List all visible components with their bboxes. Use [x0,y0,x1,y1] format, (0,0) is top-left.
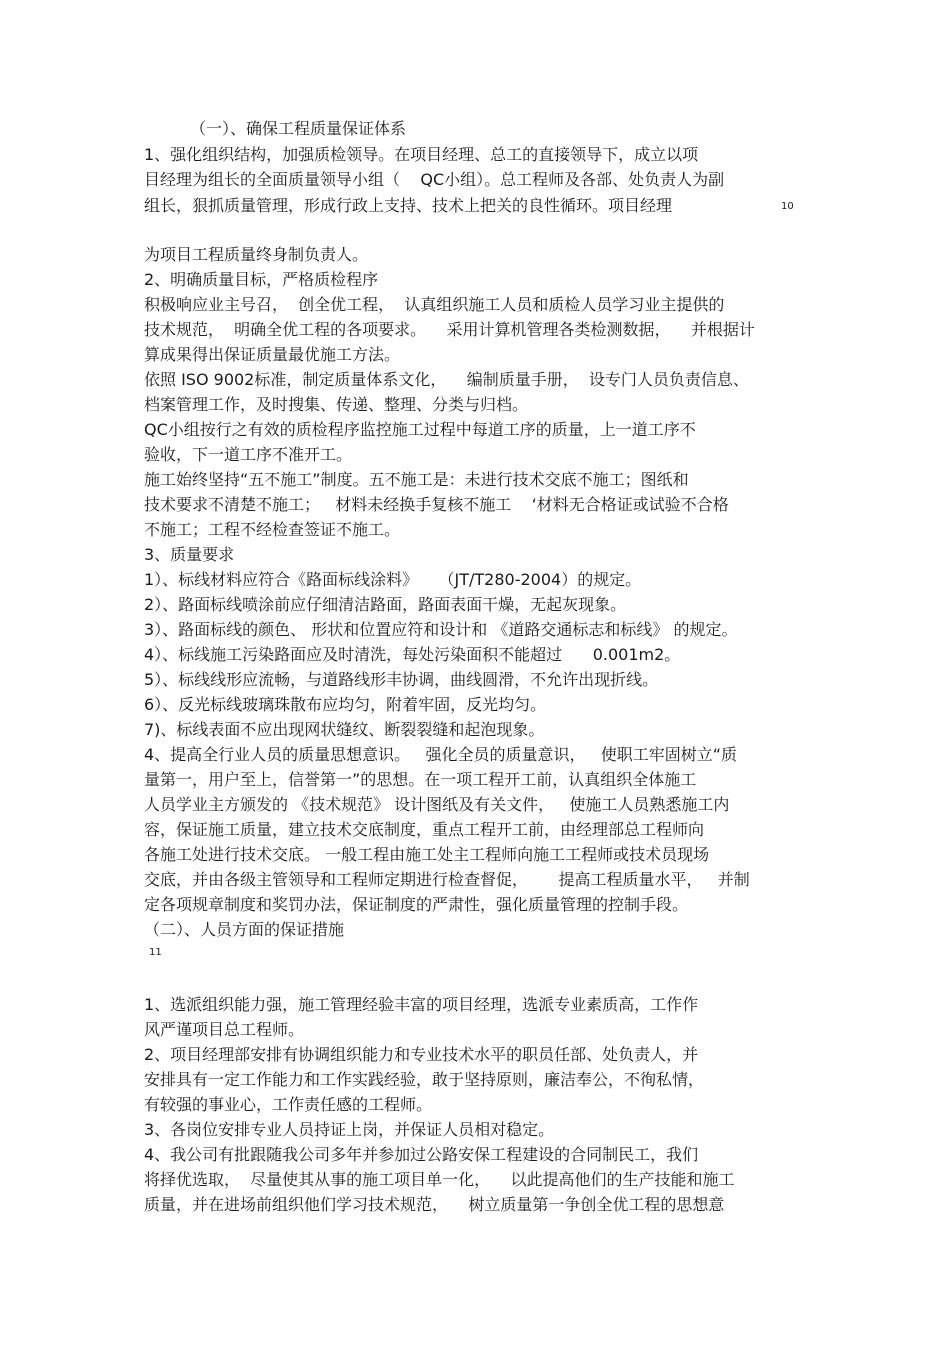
paragraph-line: 档案管理工作，及时搜集、传递、整理、分类与归档。 [144,395,529,414]
paragraph-line: 验收，下一道工序不准开工。 [144,445,353,464]
paragraph-line: 目经理为组长的全面质量领导小组（ QC小组）。总工程师及各部、处负责人为副 [144,170,725,189]
paragraph-line: 有较强的事业心，工作责任感的工程师。 [144,1095,433,1114]
section-heading-personnel: （二）、人员方面的保证措施 [144,920,345,939]
paragraph-line: 算成果得出保证质量最优施工方法。 [144,345,401,364]
paragraph-line: 各施工处进行技术交底。 一般工程由施工处主工程师向施工工程师或技术员现场 [144,845,710,864]
paragraph-line: 1、选派组织能力强，施工管理经验丰富的项目经理，选派专业素质高，工作作 [144,995,699,1014]
paragraph-line: 积极响应业主号召， 创全优工程， 认真组织施工人员和质检人员学习业主提供的 [144,295,725,314]
paragraph-line: 交底，并由各级主管领导和工程师定期进行检查督促， 提高工程质量水平， 并制 [144,870,750,889]
paragraph-line: 4、我公司有批跟随我公司多年并参加过公路安保工程建设的合同制民工，我们 [144,1145,699,1164]
paragraph-line: 组长，狠抓质量管理，形成行政上支持、技术上把关的良性循环。项目经理 [144,196,673,215]
subheading-line: 3、质量要求 [144,545,235,564]
paragraph-line: 技术规范， 明确全优工程的各项要求。 采用计算机管理各类检测数据， 并根据计 [144,320,755,339]
list-item: 6）、反光标线玻璃珠散布应均匀，附着牢固，反光均匀。 [144,695,547,714]
list-item: 7)、标线表面不应出现网状缝纹、断裂裂缝和起泡现象。 [144,720,545,739]
paragraph-line: 3、各岗位安排专业人员持证上岗，并保证人员相对稳定。 [144,1120,555,1139]
paragraph-line: 2、项目经理部安排有协调组织能力和专业技术水平的职员任部、处负责人，并 [144,1045,699,1064]
paragraph-line: 安排具有一定工作能力和工作实践经验，敢于坚持原则，廉洁奉公，不徇私情， [144,1070,705,1089]
paragraph-line: 不施工；工程不经检查签证不施工。 [144,520,401,539]
paragraph-line: 定各项规章制度和奖罚办法，保证制度的严肃性，强化质量管理的控制手段。 [144,895,689,914]
list-item: 1）、标线材料应符合《路面标线涂料》 （JT/T280-2004）的规定。 [144,570,642,589]
list-item: 3）、路面标线的颜色、 形状和位置应符和设计和 《道路交通标志和标线》 的规定。 [144,620,738,639]
paragraph-line: 风严谨项目总工程师。 [144,1020,305,1039]
list-item: 2）、路面标线喷涂前应仔细清洁路面，路面表面干燥，无起灰现象。 [144,595,627,614]
paragraph-line: QC小组按行之有效的质检程序监控施工过程中每道工序的质量，上一道工序不 [144,420,696,439]
list-item: 4）、标线施工污染路面应及时清洗，每处污染面积不能超过 0.001m2。 [144,645,681,664]
paragraph-line: 容，保证施工质量，建立技术交底制度，重点工程开工前，由经理部总工程师向 [144,820,705,839]
paragraph-line: 技术要求不清楚不施工； 材料未经换手复核不施工 ‘材料无合格证或试验不合格 [144,495,729,514]
paragraph-line: 1、强化组织结构，加强质检领导。在项目经理、总工的直接领导下，成立以项 [144,145,699,164]
paragraph-line: 质量，并在进场前组织他们学习技术规范， 树立质量第一争创全优工程的思想意 [144,1195,725,1214]
section-heading-quality-system: （一）、确保工程质量保证体系 [190,119,407,138]
paragraph-line: 量第一，用户至上，信誉第一”的思想。在一项工程开工前，认真组织全体施工 [144,770,697,789]
page-number: 10 [781,201,794,212]
paragraph-line: 为项目工程质量终身制负责人。 [144,245,369,264]
list-item: 5）、标线线形应流畅，与道路线形丰协调，曲线圆滑，不允许出现折线。 [144,670,659,689]
subheading-line: 2、明确质量目标，严格质检程序 [144,270,379,289]
paragraph-line: 施工始终坚持“五不施工”制度。五不施工是：未进行技术交底不施工；图纸和 [144,470,689,489]
page-number: 11 [149,947,162,958]
paragraph-line: 4、提高全行业人员的质量思想意识。 强化全员的质量意识， 使职工牢固树立“质 [144,745,737,764]
paragraph-line: 人员学业主方颁发的 《技术规范》 设计图纸及有关文件， 使施工人员熟悉施工内 [144,795,730,814]
paragraph-line: 将择优选取， 尽量使其从事的施工项目单一化， 以此提高他们的生产技能和施工 [144,1170,735,1189]
paragraph-line: 依照 ISO 9002标准，制定质量体系文化， 编制质量手册， 设专门人员负责信息、 [144,370,749,389]
